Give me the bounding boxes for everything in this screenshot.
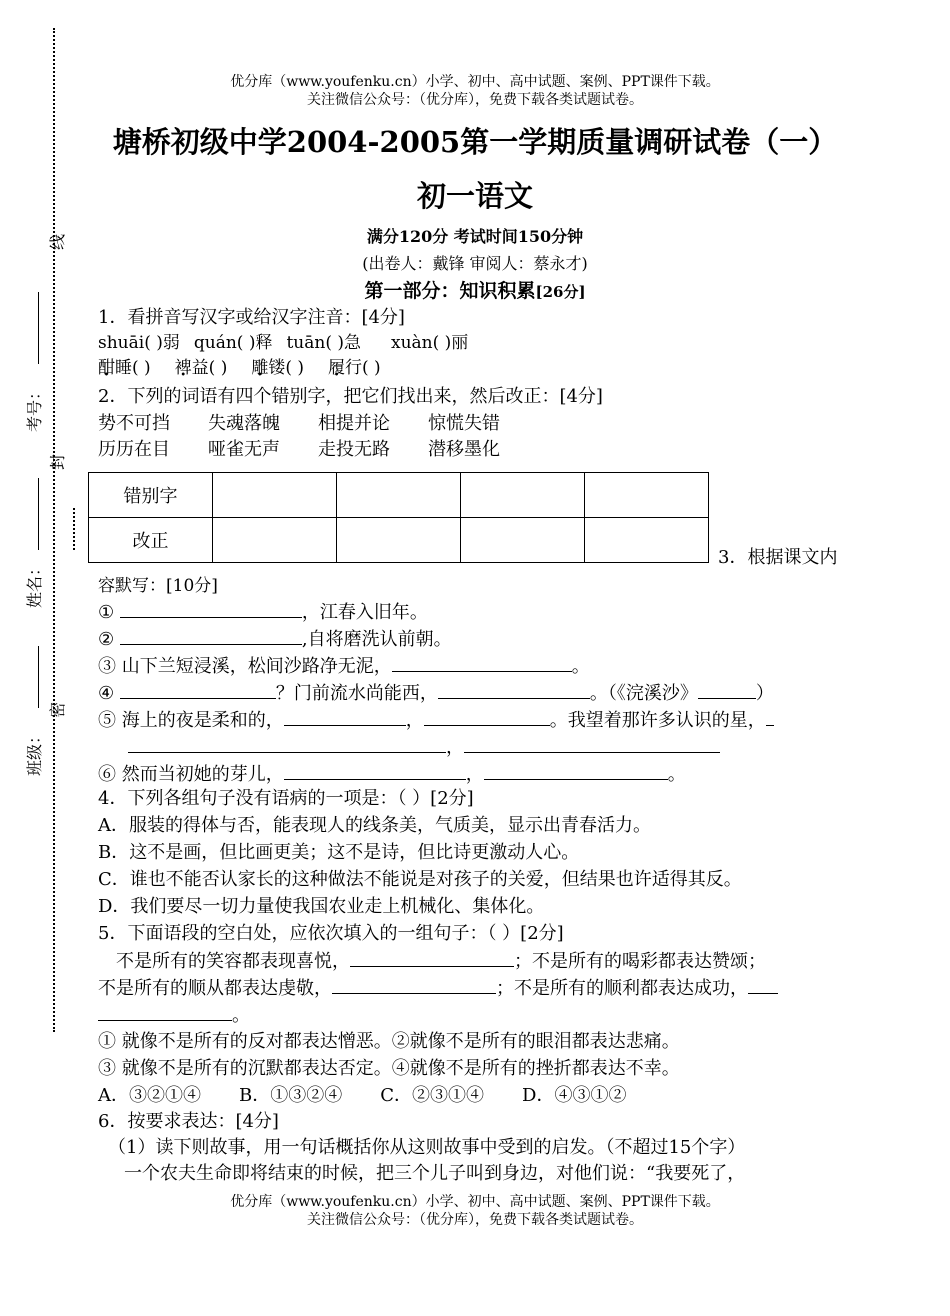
q4-stem: 4．下列各组句子没有语病的一项是：（ ）[2分] bbox=[98, 788, 474, 809]
q5-answer-d: D．④③①② bbox=[522, 1085, 627, 1106]
part1-heading bbox=[0, 278, 950, 305]
q3-blank[interactable] bbox=[120, 680, 276, 699]
q1-char-2: 裨 bbox=[174, 358, 192, 378]
q1-pinyin-4: xuàn( )丽 bbox=[391, 333, 469, 353]
q4-option-c: C．谁也不能否认家长的这种做法不能说是对孩子的关爱，但结果也许适得其反。 bbox=[98, 869, 742, 890]
sidebar-kaohao: 考号： bbox=[25, 383, 44, 432]
table-cell[interactable] bbox=[337, 473, 461, 518]
table-cell[interactable] bbox=[585, 473, 709, 518]
q1-pinyin-2: quán( )释 bbox=[193, 333, 273, 353]
q5-answer-a: A．③②①④ bbox=[98, 1085, 201, 1106]
q5-choice-2: ③ 就像不是所有的沉默都表达否定。④就像不是所有的挫折都表达不幸。 bbox=[98, 1058, 680, 1079]
q5-blank[interactable] bbox=[98, 1002, 232, 1021]
q3-item-1 bbox=[98, 599, 428, 626]
q3-text: ） bbox=[755, 683, 774, 704]
q2-word-1: 势不可挡 bbox=[98, 413, 170, 434]
q3-text: ， bbox=[465, 764, 484, 785]
q3-text: 。 bbox=[667, 764, 686, 785]
q2-word-6: 哑雀无声 bbox=[208, 439, 280, 460]
q5-text: 不是所有的顺从都表达虔敬， bbox=[98, 978, 332, 999]
q3-text: ， bbox=[405, 710, 424, 731]
table-cell[interactable] bbox=[461, 518, 585, 563]
q5-para-2 bbox=[98, 975, 778, 1002]
q3-blank[interactable] bbox=[120, 626, 302, 645]
q3-blank[interactable] bbox=[438, 680, 590, 699]
table-cell[interactable] bbox=[213, 473, 337, 518]
q4-option-b: B．这不是画，但比画更美；这不是诗，但比诗更激动人心。 bbox=[98, 842, 580, 863]
table-cell[interactable] bbox=[337, 518, 461, 563]
q1-pinyin-1: shuāi( )弱 bbox=[98, 333, 180, 353]
q6-stem: 6．按要求表达：[4分] bbox=[98, 1111, 279, 1132]
q5-stem: 5．下面语段的空白处，应依次填入的一组句子：（ ）[2分] bbox=[98, 923, 564, 944]
q5-answer-c: C．②③①④ bbox=[380, 1085, 485, 1106]
q5-text: ；不是所有的顺利都表达成功， bbox=[496, 978, 748, 999]
q3-item-5 bbox=[98, 707, 774, 734]
exam-title: 塘桥初级中学2004-2005第一学期质量调研试卷（一） bbox=[112, 125, 838, 159]
q6-sub-1: （1）读下则故事，用一句话概括你从这则故事中受到的启发。（不超过15个字） bbox=[108, 1137, 746, 1158]
q3-text: ？门前流水尚能西， bbox=[275, 683, 438, 704]
q3-stem-b: 容默写：[10分] bbox=[98, 576, 218, 596]
table-header-cuobiezi: 错别字 bbox=[89, 473, 213, 518]
q1-row2 bbox=[98, 355, 381, 381]
q2-row2 bbox=[98, 437, 500, 463]
sidebar-feng: 封 bbox=[48, 453, 67, 470]
q1-char-4: 履 bbox=[328, 358, 346, 378]
footer-ad-line-2: 关注微信公众号：（优分库），免费下载各类试题试卷。 bbox=[307, 1212, 643, 1228]
ad-line-2: 关注微信公众号：（优分库），免费下载各类试题试卷。 bbox=[307, 92, 643, 108]
q3-num-2: ② bbox=[98, 629, 115, 650]
q3-text: 。 bbox=[571, 656, 590, 677]
q1-char-2-rest: 益( ) bbox=[191, 358, 228, 378]
ad-line-1: 优分库（www.youfenku.cn）小学、初中、高中试题、案例、PPT课件下载。 bbox=[230, 74, 720, 90]
q3-item-6 bbox=[98, 761, 686, 788]
q2-word-5: 历历在目 bbox=[98, 439, 170, 460]
q3-text: 海上的夜是柔和的， bbox=[121, 710, 284, 731]
q5-text: 。 bbox=[232, 1005, 250, 1026]
table-cell[interactable] bbox=[213, 518, 337, 563]
q4-option-a: A．服装的得体与否，能表现人的线条美，气质美，显示出青春活力。 bbox=[98, 815, 651, 836]
part1-title: 第一部分：知识积累 bbox=[364, 280, 536, 302]
authors: (出卷人：戴锋 审阅人：蔡永才) bbox=[362, 254, 588, 273]
q3-blank[interactable] bbox=[484, 761, 668, 780]
q3-blank[interactable] bbox=[766, 707, 774, 726]
q1-char-3: 雕 bbox=[251, 358, 269, 378]
q1-char-4-rest: 行( ) bbox=[345, 358, 381, 378]
q3-blank[interactable] bbox=[120, 599, 302, 618]
q2-word-8: 潜移墨化 bbox=[428, 439, 500, 460]
q5-text: 不是所有的笑容都表现喜悦， bbox=[116, 951, 350, 972]
table-header-gaizheng: 改正 bbox=[89, 518, 213, 563]
q2-word-7: 走投无路 bbox=[318, 439, 390, 460]
q5-para-1 bbox=[116, 948, 766, 975]
q3-num-3: ③ bbox=[98, 656, 116, 677]
q3-item-2 bbox=[98, 626, 452, 653]
q1-row1 bbox=[98, 330, 468, 356]
table-cell[interactable] bbox=[585, 518, 709, 563]
q5-blank[interactable] bbox=[350, 948, 514, 967]
q5-choice-1: ① 就像不是所有的反对都表达憎恶。②就像不是所有的眼泪都表达悲痛。 bbox=[98, 1031, 680, 1052]
q1-pinyin-3: tuān( )急 bbox=[286, 333, 362, 353]
q3-item-5-cont bbox=[128, 734, 720, 761]
table-row bbox=[89, 518, 709, 563]
q3-blank[interactable] bbox=[392, 653, 572, 672]
q3-num-4: ④ bbox=[98, 683, 115, 704]
q3-text: 山下兰短浸溪，松间沙路净无泥， bbox=[121, 656, 392, 677]
banji-line bbox=[38, 646, 39, 708]
sidebar-mi: 密 bbox=[48, 701, 67, 718]
q3-item-3 bbox=[98, 653, 590, 680]
q5-blank[interactable] bbox=[332, 975, 496, 994]
q2-word-2: 失魂落魄 bbox=[208, 413, 280, 434]
sidebar-xian: 线 bbox=[48, 233, 67, 250]
footer-ad-line-1: 优分库（www.youfenku.cn）小学、初中、高中试题、案例、PPT课件下载。 bbox=[230, 1194, 720, 1210]
sidebar-banji: 班级： bbox=[25, 727, 44, 776]
subject-title: 初一语文 bbox=[416, 179, 533, 213]
q3-blank[interactable] bbox=[284, 707, 406, 726]
score-time: 满分120分 考试时间150分钟 bbox=[366, 227, 584, 246]
q1-stem: 1．看拼音写汉字或给汉字注音：[4分] bbox=[98, 307, 405, 328]
q3-num-1: ① bbox=[98, 602, 115, 623]
q3-blank[interactable] bbox=[464, 734, 720, 753]
q1-char-1: 酣 bbox=[98, 358, 115, 378]
small-dotted-mark bbox=[73, 508, 75, 550]
q3-stem-a: 3．根据课文内 bbox=[718, 547, 838, 568]
q3-blank[interactable] bbox=[424, 707, 550, 726]
q5-text: ；不是所有的喝彩都表达赞颂； bbox=[514, 951, 766, 972]
q3-text: 然而当初她的芽儿， bbox=[121, 764, 284, 785]
q3-blank[interactable] bbox=[284, 761, 466, 780]
q3-num-5: ⑤ bbox=[98, 710, 116, 731]
q3-text: 。我望着那许多认识的星， bbox=[549, 710, 766, 731]
q3-text: ，江春入旧年。 bbox=[301, 602, 428, 623]
q3-text: ,自将磨洗认前朝。 bbox=[301, 629, 452, 650]
q4-option-d: D．我们要尽一切力量使我国农业走上机械化、集体化。 bbox=[98, 896, 545, 917]
q2-stem: 2．下列的词语有四个错别字，把它们找出来，然后改正：[4分] bbox=[98, 386, 603, 407]
q5-para-3 bbox=[98, 1002, 250, 1029]
q2-row1 bbox=[98, 411, 500, 437]
q3-blank[interactable] bbox=[128, 734, 446, 753]
q3-num-6: ⑥ bbox=[98, 764, 116, 785]
q5-answer-b: B．①③②④ bbox=[239, 1085, 343, 1106]
q3-item-4 bbox=[98, 680, 774, 707]
sidebar-xingming: 姓名： bbox=[25, 559, 44, 608]
q5-blank[interactable] bbox=[748, 975, 778, 994]
q3-blank[interactable] bbox=[698, 680, 756, 699]
q1-char-3-rest: 镂( ) bbox=[268, 358, 305, 378]
part1-score: [26分] bbox=[535, 283, 586, 301]
table-row bbox=[89, 473, 709, 518]
q6-story: 一个农夫生命即将结束的时候，把三个儿子叫到身边，对他们说：“我要死了， bbox=[124, 1163, 746, 1184]
q2-answer-table bbox=[88, 472, 709, 563]
q2-word-4: 惊慌失错 bbox=[428, 413, 500, 434]
xingming-line bbox=[38, 478, 39, 550]
q5-answers bbox=[98, 1083, 626, 1109]
q2-word-3: 相提并论 bbox=[318, 413, 390, 434]
q3-text: ， bbox=[446, 737, 464, 758]
q3-text: 。（《浣溪沙》 bbox=[589, 683, 698, 704]
table-cell[interactable] bbox=[461, 473, 585, 518]
q1-char-1-rest: 睡( ) bbox=[115, 358, 151, 378]
